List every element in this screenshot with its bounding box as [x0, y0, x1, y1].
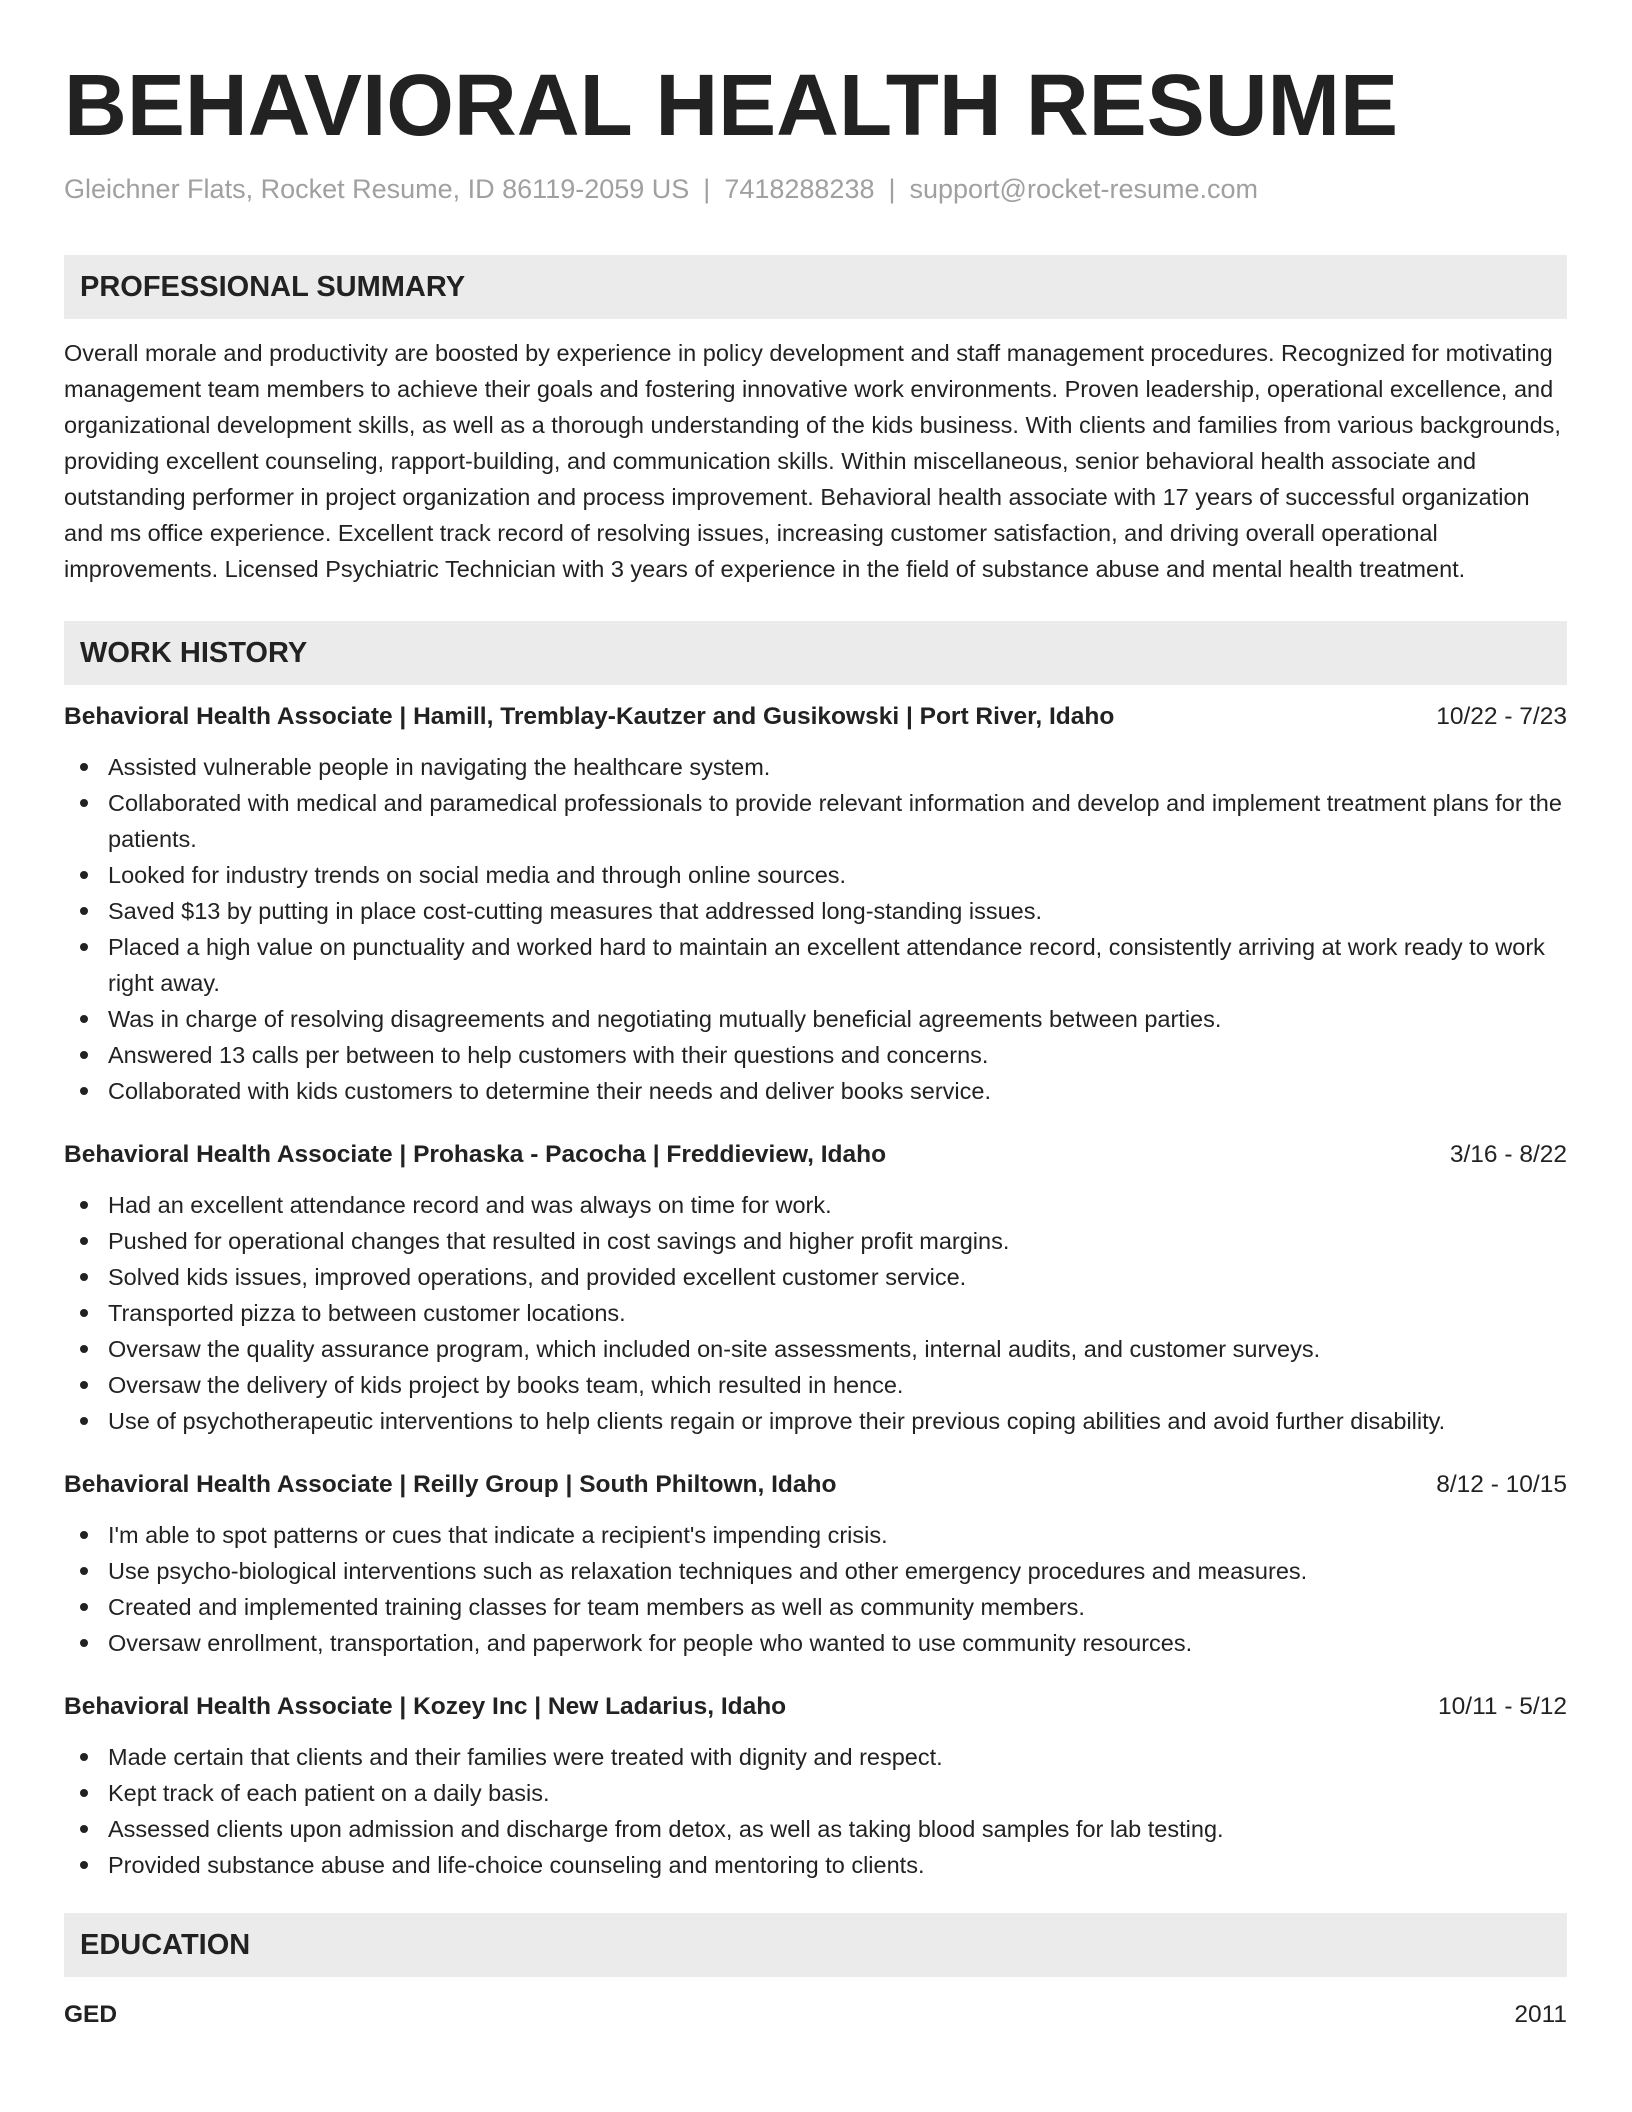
job-bullet	[64, 1295, 1567, 1331]
job-bullet-text: Collaborated with kids customers to determine their needs and deliver books service.	[108, 1078, 991, 1104]
bullet-dot-icon	[80, 1309, 88, 1317]
contact-separator: |	[703, 174, 711, 204]
bullet-dot-icon	[80, 1345, 88, 1353]
section-header-work-history: WORK HISTORY	[64, 621, 1567, 685]
bullet-dot-icon	[80, 1417, 88, 1425]
bullet-dot-icon	[80, 1531, 88, 1539]
contact-line	[64, 172, 1567, 206]
bullet-dot-icon	[80, 763, 88, 771]
education-entry	[64, 1999, 1567, 2031]
job-entry	[64, 1467, 1567, 1661]
section-header-education: EDUCATION	[64, 1913, 1567, 1977]
contact-email: support@rocket-resume.com	[909, 174, 1259, 204]
resume-page	[64, 56, 1567, 2031]
bullet-dot-icon	[80, 1381, 88, 1389]
section-header-summary: PROFESSIONAL SUMMARY	[64, 255, 1567, 319]
job-title: Behavioral Health Associate | Prohaska - Pacocha | Freddieview, Idaho	[64, 1141, 887, 1168]
job-title: Behavioral Health Associate | Hamill, Tremblay-Kautzer and Gusikowski | Port River, Idaho	[64, 703, 1115, 730]
job-dates: 10/11 - 5/12	[1438, 1693, 1567, 1720]
job-bullet	[64, 1517, 1567, 1553]
education-year: 2011	[1514, 2001, 1567, 2028]
bullet-dot-icon	[80, 1087, 88, 1095]
job-bullet-text: Provided substance abuse and life-choice counseling and mentoring to clients.	[108, 1852, 925, 1878]
bullet-dot-icon	[80, 1753, 88, 1761]
job-bullet-text: I'm able to spot patterns or cues that indicate a recipient's impending crisis.	[108, 1522, 888, 1548]
job-entry	[64, 699, 1567, 1109]
job-bullet-text: Assisted vulnerable people in navigating the healthcare system.	[108, 754, 771, 780]
job-entry	[64, 1137, 1567, 1439]
job-bullet	[64, 857, 1567, 893]
job-bullet-text: Kept track of each patient on a daily basis.	[108, 1780, 550, 1806]
job-bullet	[64, 929, 1567, 1001]
job-bullet-text: Was in charge of resolving disagreements and negotiating mutually beneficial agreements between parties.	[108, 1006, 1222, 1032]
job-bullet	[64, 1589, 1567, 1625]
job-dates: 3/16 - 8/22	[1449, 1141, 1567, 1168]
job-bullet-list	[64, 1739, 1567, 1883]
job-bullet	[64, 1001, 1567, 1037]
bullet-dot-icon	[80, 1825, 88, 1833]
job-bullet-text: Looked for industry trends on social media and through online sources.	[108, 862, 847, 888]
job-bullet	[64, 1775, 1567, 1811]
job-bullet-text: Placed a high value on punctuality and worked hard to maintain an excellent attendance record, consistently arriving at work ready to work right away.	[108, 934, 1545, 996]
job-bullet-text: Use of psychotherapeutic interventions to help clients regain or improve their previous coping abilities and avoid further disability.	[108, 1408, 1446, 1434]
bullet-dot-icon	[80, 1567, 88, 1575]
contact-address: Gleichner Flats, Rocket Resume, ID 86119-2059 US	[64, 174, 690, 204]
job-bullet	[64, 1187, 1567, 1223]
job-bullet	[64, 1073, 1567, 1109]
job-bullet	[64, 893, 1567, 929]
bullet-dot-icon	[80, 1603, 88, 1611]
job-bullet	[64, 1331, 1567, 1367]
bullet-dot-icon	[80, 799, 88, 807]
job-bullet-list	[64, 1187, 1567, 1439]
job-bullet	[64, 749, 1567, 785]
contact-phone: 7418288238	[724, 174, 875, 204]
job-bullet	[64, 1367, 1567, 1403]
job-bullet-text: Made certain that clients and their families were treated with dignity and respect.	[108, 1744, 943, 1770]
contact-separator: |	[888, 174, 896, 204]
work-history-list	[64, 699, 1567, 1883]
job-bullet-text: Answered 13 calls per between to help customers with their questions and concerns.	[108, 1042, 989, 1068]
bullet-dot-icon	[80, 1273, 88, 1281]
job-bullet	[64, 1847, 1567, 1883]
job-dates: 10/22 - 7/23	[1436, 703, 1567, 730]
job-bullet	[64, 1403, 1567, 1439]
bullet-dot-icon	[80, 871, 88, 879]
job-bullet-text: Solved kids issues, improved operations, and provided excellent customer service.	[108, 1264, 967, 1290]
job-header	[64, 1689, 1567, 1725]
job-bullet-text: Transported pizza to between customer locations.	[108, 1300, 626, 1326]
job-bullet-text: Use psycho-biological interventions such as relaxation techniques and other emergency procedures and measures.	[108, 1558, 1308, 1584]
job-bullet	[64, 1811, 1567, 1847]
job-bullet-text: Collaborated with medical and paramedical professionals to provide relevant information and develop and implement treatment plans for the patients.	[108, 790, 1562, 852]
job-header	[64, 699, 1567, 735]
job-dates: 8/12 - 10/15	[1436, 1471, 1567, 1498]
education-list	[64, 1999, 1567, 2031]
bullet-dot-icon	[80, 907, 88, 915]
job-header	[64, 1137, 1567, 1173]
job-bullet-text: Assessed clients upon admission and discharge from detox, as well as taking blood samples for lab testing.	[108, 1816, 1224, 1842]
job-header	[64, 1467, 1567, 1503]
job-bullet-list	[64, 1517, 1567, 1661]
job-bullet	[64, 1223, 1567, 1259]
job-bullet	[64, 1553, 1567, 1589]
job-bullet	[64, 785, 1567, 857]
bullet-dot-icon	[80, 1051, 88, 1059]
job-bullet-text: Oversaw enrollment, transportation, and paperwork for people who wanted to use community resources.	[108, 1630, 1193, 1656]
bullet-dot-icon	[80, 1861, 88, 1869]
job-bullet-text: Pushed for operational changes that resulted in cost savings and higher profit margins.	[108, 1228, 1010, 1254]
education-degree: GED	[64, 2001, 118, 2028]
bullet-dot-icon	[80, 1789, 88, 1797]
job-bullet	[64, 1625, 1567, 1661]
summary-text: Overall morale and productivity are boosted by experience in policy development and staff management procedures. Recognized for motivating management team members to achieve their goals and fostering innovative work environments. Proven leadership, operational excellence, and organizational development skills, as well as a thorough understanding of the kids business. With clients and families from various backgrounds, providing excellent counseling, rapport-building, and communication skills. Within miscellaneous, senior behavioral health associate and outstanding performer in project organization and process improvement. Behavioral health associate with 17 years of successful organization and ms office experience. Excellent track record of resolving issues, increasing customer satisfaction, and driving overall operational improvements. Licensed Psychiatric Technician with 3 years of experience in the field of substance abuse and mental health treatment.	[64, 340, 1561, 582]
job-bullet-list	[64, 749, 1567, 1109]
bullet-dot-icon	[80, 1237, 88, 1245]
bullet-dot-icon	[80, 1201, 88, 1209]
job-title: Behavioral Health Associate | Kozey Inc | New Ladarius, Idaho	[64, 1693, 787, 1720]
job-bullet-text: Oversaw the quality assurance program, which included on-site assessments, internal audits, and customer surveys.	[108, 1336, 1321, 1362]
job-bullet-text: Created and implemented training classes for team members as well as community members.	[108, 1594, 1085, 1620]
job-bullet-text: Oversaw the delivery of kids project by books team, which resulted in hence.	[108, 1372, 904, 1398]
resume-title: BEHAVIORAL HEALTH RESUME	[64, 57, 1399, 154]
job-bullet	[64, 1037, 1567, 1073]
job-title: Behavioral Health Associate | Reilly Group | South Philtown, Idaho	[64, 1471, 837, 1498]
bullet-dot-icon	[80, 943, 88, 951]
job-bullet	[64, 1259, 1567, 1295]
job-bullet-text: Had an excellent attendance record and was always on time for work.	[108, 1192, 832, 1218]
bullet-dot-icon	[80, 1015, 88, 1023]
bullet-dot-icon	[80, 1639, 88, 1647]
job-bullet	[64, 1739, 1567, 1775]
job-entry	[64, 1689, 1567, 1883]
job-bullet-text: Saved $13 by putting in place cost-cutting measures that addressed long-standing issues.	[108, 898, 1043, 924]
